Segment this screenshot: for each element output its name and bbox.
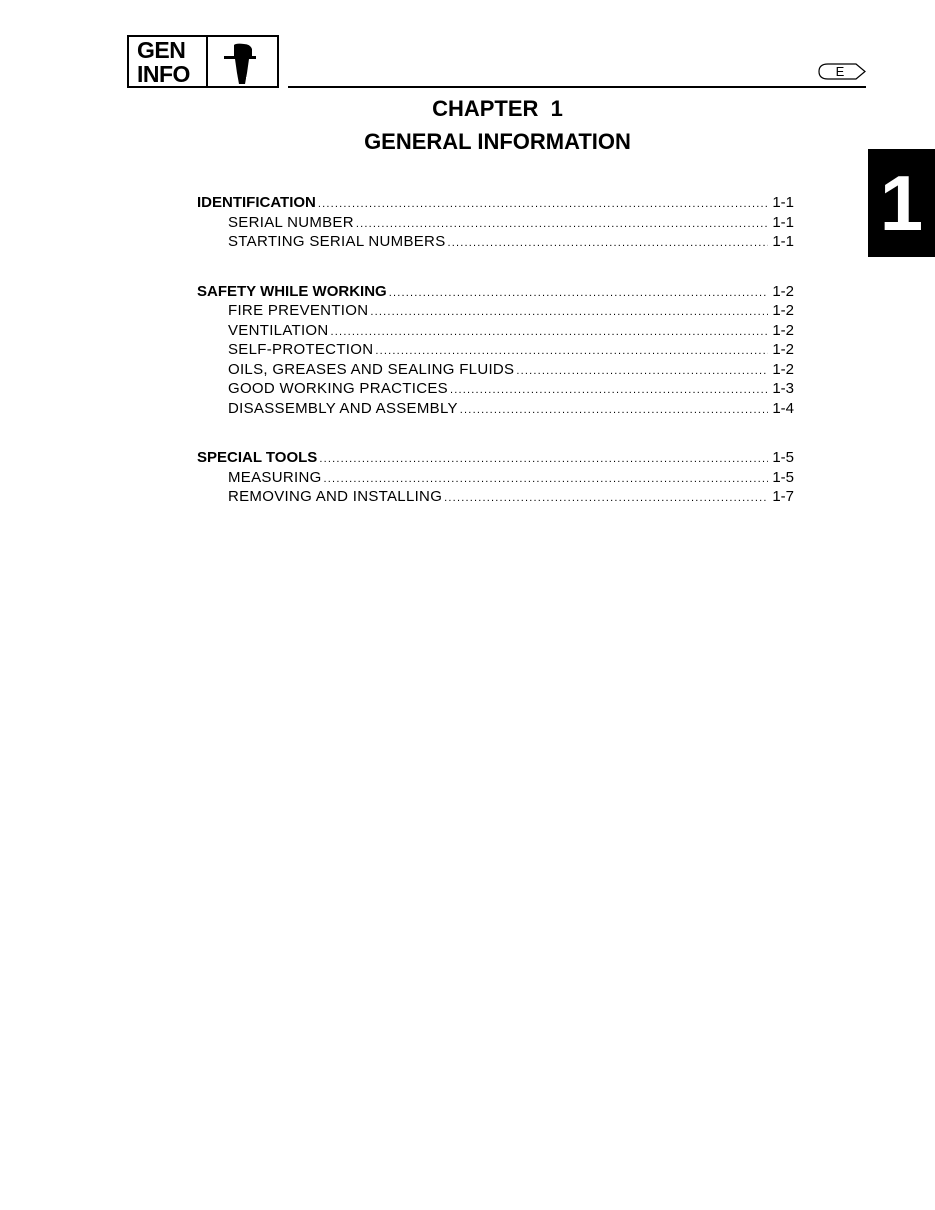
toc-entry-page: 1-5 [772, 468, 794, 486]
dot-leader [460, 401, 768, 421]
toc-entry[interactable] [197, 399, 794, 419]
toc-entry-page: 1-1 [772, 233, 794, 250]
badge-line-info: INFO [137, 61, 190, 87]
table-of-contents [197, 193, 794, 537]
toc-entry-title: SELF-PROTECTION [228, 341, 374, 358]
toc-entry-page: 1-2 [772, 341, 794, 358]
language-code: E [835, 64, 845, 79]
toc-section-special-tools [197, 448, 794, 507]
toc-entry-page: 1-1 [772, 213, 794, 231]
dot-leader [318, 195, 768, 215]
toc-entry-title: GOOD WORKING PRACTICES [228, 380, 448, 397]
toc-entry[interactable] [197, 487, 794, 507]
toc-entry-page: 1-2 [772, 282, 794, 300]
chapter-number-heading: CHAPTER 1 [432, 96, 563, 121]
badge-line-gen: GEN [137, 37, 186, 63]
toc-entry-title: SAFETY WHILE WORKING [197, 282, 387, 300]
toc-entry[interactable] [197, 232, 794, 252]
section-badge [127, 35, 279, 88]
toc-entry[interactable] [197, 213, 794, 233]
toc-entry[interactable] [197, 282, 794, 302]
toc-entry[interactable] [197, 321, 794, 341]
toc-section-identification [197, 193, 794, 252]
language-badge [818, 63, 866, 80]
toc-entry-page: 1-2 [772, 321, 794, 339]
dot-leader [319, 450, 768, 470]
toc-entry-title: STARTING SERIAL NUMBERS [228, 233, 446, 250]
toc-entry-title: DISASSEMBLY AND ASSEMBLY [228, 399, 458, 417]
toc-entry-page: 1-4 [772, 399, 794, 417]
toc-entry[interactable] [197, 193, 794, 213]
dot-leader [448, 234, 769, 254]
outboard-motor-icon [208, 37, 277, 86]
toc-entry-title: IDENTIFICATION [197, 194, 316, 211]
toc-entry-title: REMOVING AND INSTALLING [228, 488, 443, 505]
toc-entry-page: 1-7 [772, 488, 794, 505]
section-badge-text [129, 37, 208, 86]
toc-entry[interactable] [197, 301, 794, 321]
toc-section-safety-while-working [197, 282, 794, 419]
dot-leader [331, 323, 768, 343]
chapter-tab-number: 1 [879, 159, 924, 247]
toc-entry-title: OILS, GREASES AND SEALING FLUIDS [228, 360, 515, 378]
toc-entry-title: SPECIAL TOOLS [197, 449, 318, 466]
toc-entry-page: 1-1 [772, 194, 794, 211]
toc-entry[interactable] [197, 468, 794, 488]
toc-entry[interactable] [197, 360, 794, 380]
toc-entry-page: 1-2 [772, 360, 794, 378]
toc-entry-title: MEASURING [228, 468, 322, 486]
toc-entry-page: 1-2 [772, 302, 794, 319]
toc-entry-page: 1-3 [772, 380, 794, 397]
toc-entry-title: VENTILATION [228, 321, 329, 339]
toc-entry-title: SERIAL NUMBER [228, 213, 354, 231]
chapter-tab [868, 149, 935, 257]
toc-entry[interactable] [197, 340, 794, 360]
dot-leader [450, 381, 768, 401]
chapter-title-heading: GENERAL INFORMATION [364, 129, 631, 154]
toc-entry-page: 1-5 [772, 449, 794, 466]
header-rule [288, 86, 866, 88]
dot-leader [516, 362, 768, 382]
dot-leader [444, 489, 768, 509]
toc-entry[interactable] [197, 448, 794, 468]
toc-entry-title: FIRE PREVENTION [228, 302, 369, 319]
dot-leader [389, 284, 768, 304]
toc-entry[interactable] [197, 379, 794, 399]
dot-leader [370, 303, 768, 323]
